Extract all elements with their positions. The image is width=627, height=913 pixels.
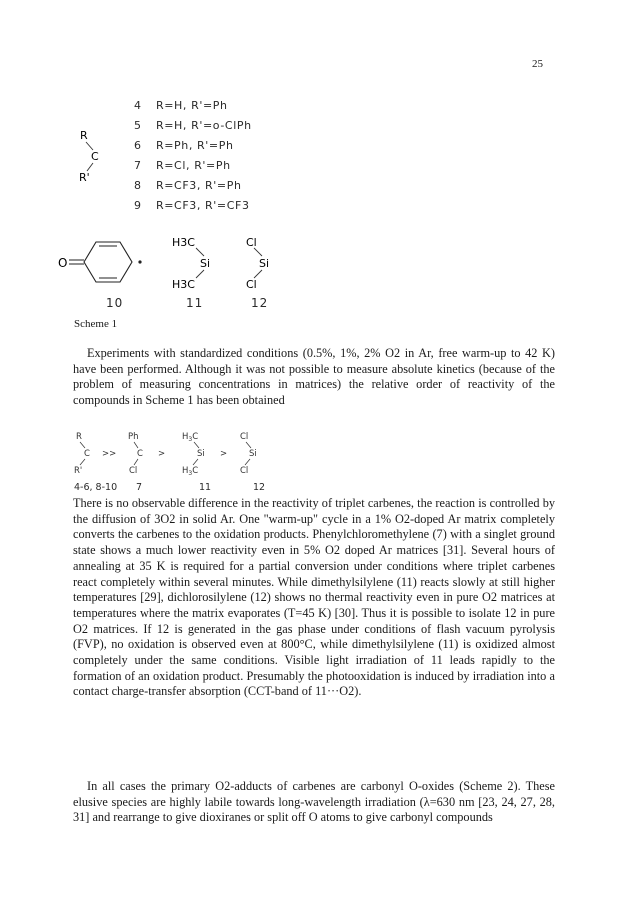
molecule-10-structure (54, 228, 164, 298)
molecule-label-12: 12 (251, 296, 269, 310)
paragraph-reactivity (73, 496, 555, 700)
react-label-group: 4-6, 8-10 (74, 482, 118, 493)
svg-text:Ph: Ph (128, 432, 139, 442)
scheme-label: Scheme 1 (74, 318, 118, 330)
svg-text:C: C (84, 449, 90, 459)
svg-text:H3C: $H_3C$ (182, 432, 199, 443)
radical-dot (138, 260, 141, 263)
generic-carbene-structure (76, 126, 116, 186)
silicon-12-label: Si (259, 257, 270, 270)
op-2: > (158, 449, 166, 459)
paragraph-2-text: There is no observable difference in the reactivity of triplet carbenes, the reaction is controlled by the diffusion of 3O2 in solid Ar. One "warm-up" cycle in a 1% O2-doped Ar matrix completely converts the carbenes to the oxidation products. Phenylchloromethylene (7) with a singlet ground state shows a much lower reactivity even in 5% O2 doped Ar matrices [31]. Several hours of annealing at 35 K is required for a partial conversion under conditions where triplet carbenes react completely within several minutes. While dimethylsilylene (11) reacts slowly at still higher temperatures [29], dichlorosilylene (12) shows no thermal reactivity even in pure O2 matrices at temperatures where the matrix evaporates (T=45 K) [30]. Thus it is possible to isolate 12 in pure O2 matrices. If 12 is generated in the gas phase under conditions of flash vacuum pyrolysis (FVP), no oxidation is observed even at 800°C, while dimethylsilylene (11) is oxidized almost completely under the same conditions. Visible light irradiation of 11 leads rapidly to the formation of an oxidation product. Presumably the photooxidation is induced by irradiation into a contact charge-transfer absorption (CCT-band of 11···O2). (73, 496, 555, 699)
silicon-11-label: Si (200, 257, 211, 270)
svg-text:Si: Si (249, 449, 257, 459)
react-label-12: 12 (253, 482, 266, 493)
paragraph-experiments (73, 346, 555, 409)
compound-row-6: 6 R=Ph, R'=Ph (134, 139, 234, 152)
molecule-label-11: 11 (186, 296, 204, 310)
molecule-label-10: 10 (106, 296, 124, 310)
op-3: > (220, 449, 228, 459)
react-label-7: 7 (136, 482, 143, 493)
svg-text:C: C (137, 449, 143, 459)
reactivity-order-structures (74, 430, 374, 482)
svg-text:Cl: Cl (240, 432, 249, 442)
svg-text:H3C: $H_3C$ (182, 466, 199, 477)
compound-list (134, 96, 252, 216)
svg-text:R: R (76, 432, 82, 442)
chlorine-bottom-label: Cl (246, 278, 257, 291)
carbene-r-label: R (80, 129, 88, 142)
paragraph-3-text: In all cases the primary O2-adducts of carbenes are carbonyl O-oxides (Scheme 2). These elusive species are highly labile towards long-wavelength irradiation (λ=630 nm [23, 24, 27, 28, 31] and rearrange to give dioxiranes or split off O atoms to give carbonyl compounds (73, 779, 555, 825)
svg-text:R': R' (74, 466, 83, 476)
compound-row-9: 9 R=CF3, R'=CF3 (134, 199, 250, 212)
compound-row-5: 5 R=H, R'=o-ClPh (134, 119, 252, 132)
methyl-bottom-label: H3C (172, 278, 195, 291)
methyl-top-label: H3C (172, 236, 195, 249)
carbene-rprime-label: R' (79, 171, 90, 184)
svg-text:Cl: Cl (240, 466, 249, 476)
page-number: 25 (532, 58, 543, 70)
svg-text:Cl: Cl (129, 466, 138, 476)
compound-row-7: 7 R=Cl, R'=Ph (134, 159, 231, 172)
molecule-12-structure (234, 234, 294, 294)
molecule-11-structure (170, 234, 240, 294)
paragraph-oxides (73, 779, 555, 826)
paragraph-1-text: Experiments with standardized conditions (0.5%, 1%, 2% O2 in Ar, free warm-up to 42 K) have been performed. Although it was not possible to measure absolute kinetics (because of the problem of measuring concentrations in matrices) the relative order of reactivity of the compounds in Scheme 1 has been obtained (73, 346, 555, 408)
op-1: >> (102, 449, 117, 459)
oxygen-label: O (58, 256, 68, 270)
react-label-11: 11 (199, 482, 212, 493)
svg-text:Si: Si (197, 449, 205, 459)
compound-row-8: 8 R=CF3, R'=Ph (134, 179, 242, 192)
carbene-c-label: C (91, 150, 99, 163)
compound-row-4: 4 R=H, R'=Ph (134, 99, 228, 112)
chlorine-top-label: Cl (246, 236, 257, 249)
